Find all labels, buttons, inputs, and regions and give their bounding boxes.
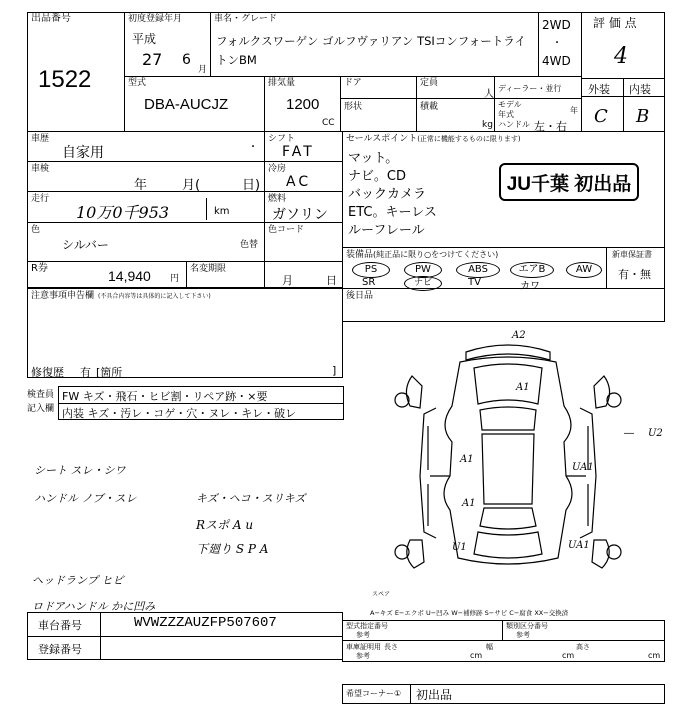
mark-ua1-right: UA1 — [572, 462, 594, 473]
registration-label: 登録番号 — [38, 643, 82, 656]
repair-label: 修復歴 — [31, 366, 64, 379]
class-sub: 参考 — [516, 631, 530, 639]
chassis-label: 車台番号 — [38, 619, 82, 632]
mark-a2: A2 — [512, 330, 526, 341]
height-unit: cm — [648, 651, 661, 660]
history-value: 自家用 — [62, 145, 104, 161]
repair-value: 有 — [80, 366, 91, 379]
capacity-unit: 人 — [484, 89, 494, 100]
spare-label: スペア — [372, 591, 391, 598]
reg-era: 平成 — [132, 32, 157, 46]
class-label: 類別区分番号 — [506, 622, 548, 630]
inspection-label: 車検 — [31, 164, 50, 174]
drive-dot: ・ — [552, 38, 562, 49]
color-label: 色 — [31, 225, 41, 235]
mark-ua1-rear: UA1 — [568, 540, 590, 551]
color-value: シルバー — [62, 238, 109, 252]
equip-leather: カワ — [520, 281, 540, 292]
height-label: 高さ — [576, 643, 590, 651]
u2-leader: ― — [624, 428, 634, 439]
reg-label: 初度登録年月 — [128, 14, 183, 24]
note-seat: シート スレ・シワ — [34, 464, 126, 477]
name-change-month: 月 — [282, 274, 293, 287]
recycle-label: R券 — [31, 263, 48, 274]
ac-value: AC — [286, 174, 312, 190]
recycle-value: 14,940 — [108, 268, 151, 284]
color-code-label: 色コード — [268, 225, 305, 235]
cert-label: 車庫証明用 — [346, 643, 381, 651]
reg-month-unit: 月 — [198, 65, 208, 75]
lot-label: 出品番号 — [31, 13, 71, 24]
chassis-value: WVWZZZAUZFP507607 — [134, 615, 277, 631]
repair-bracket: [箇所 — [96, 366, 123, 379]
rear-box — [342, 288, 665, 322]
recycle-unit: 円 — [170, 274, 180, 284]
equip-navi: ナビ — [404, 276, 442, 291]
ac-label: 冷房 — [268, 164, 287, 174]
cert-sub: 参考 — [356, 652, 370, 660]
note-rspo: Rスポ A u — [196, 518, 254, 532]
attention-label: 注意事項申告欄 (不具合内容等は具体的に記入して下さい) — [31, 291, 211, 301]
sales-point: バックカメラ — [348, 187, 427, 202]
model-label: 型式 — [128, 78, 147, 88]
width-label: 幅 — [486, 643, 493, 651]
color-change: 色替 — [240, 240, 259, 250]
warranty-value: 有・無 — [618, 268, 651, 281]
shape-label: 形状 — [344, 102, 363, 112]
inspector-row-2: 内装 キズ・汚レ・コゲ・穴・ヌレ・キレ・破レ — [62, 407, 297, 420]
car-name-line1: フォルクスワーゲン ゴルフヴァリアン TSIコンフォートライ — [216, 34, 526, 48]
ju-stamp — [499, 163, 639, 201]
note-damage: キズ・ヘコ・スリキズ — [196, 492, 306, 505]
spec-box — [342, 620, 665, 662]
mark-a1-left-front: A1 — [460, 454, 474, 465]
inspector-row-1: FW キズ・飛石・ヒビ割・リペア跡・×要 — [62, 390, 268, 403]
mark-a1-hood: A1 — [516, 382, 530, 393]
shift-value: FAT — [282, 144, 315, 160]
equip-airbag: エアB — [510, 262, 554, 278]
displacement-label: 排気量 — [268, 78, 296, 88]
equip-tv: TV — [468, 277, 481, 288]
sales-points — [348, 150, 437, 240]
type-label: 型式指定番号 — [346, 622, 388, 630]
model-year-label: モデル 年式 — [498, 100, 522, 119]
mark-u2: U2 — [648, 428, 663, 439]
equip-abs: ABS — [456, 262, 500, 278]
equip-aw: AW — [566, 262, 602, 278]
equip-sr: SR — [362, 277, 376, 288]
door-label: ドア — [344, 78, 362, 88]
inspection-day: 日) — [242, 178, 261, 193]
equip-pw: PW — [404, 262, 442, 278]
reg-year: 27 — [142, 50, 163, 69]
exterior-grade: C — [594, 106, 608, 127]
mileage-unit: km — [214, 206, 230, 217]
shift-label: シフト — [268, 134, 296, 144]
handle-label: ハンドル — [498, 120, 530, 129]
reg-month: 6 — [182, 52, 191, 68]
length-unit: cm — [470, 651, 483, 660]
mark-u1: U1 — [452, 542, 467, 553]
corner-label: 希望コーナー① — [346, 689, 402, 698]
note-door-handle: ロドアハンドル かに凹み — [32, 600, 156, 613]
note-under: 下廻り S P A — [196, 542, 269, 556]
exterior-label: 外装 — [588, 83, 610, 96]
fuel-label: 燃料 — [268, 194, 287, 204]
grade-value: 4 — [614, 44, 628, 69]
damage-legend: A−キズ E−エクボ U−凹み W−補修跡 S−サビ C−腐食 XX−交換済 — [370, 609, 569, 617]
equipment-label: 装備品(純正品に限り○をつけてください) — [346, 250, 499, 260]
warranty-label: 新車保証書 — [612, 250, 652, 259]
sales-label: セールスポイント(正常に機能するものに限ります) — [346, 134, 521, 144]
sales-point: ナビ。CD — [348, 169, 406, 184]
note-headlamp: ヘッドランプ ヒビ — [32, 574, 124, 587]
drive-2wd: 2WD — [542, 18, 571, 32]
type-sub: 参考 — [356, 631, 370, 639]
name-change-label: 名変期限 — [190, 264, 227, 274]
corner-value: 初出品 — [416, 688, 453, 702]
dealer-label: ディーラー・並行 — [498, 84, 562, 93]
equip-ps: PS — [352, 262, 390, 278]
mileage-label: 走行 — [31, 194, 50, 204]
sales-point: ルーフレール — [348, 223, 425, 238]
width-unit: cm — [562, 651, 575, 660]
inspection-month: 月( — [182, 178, 201, 193]
interior-grade: B — [636, 106, 650, 127]
mark-a1-left-rear: A1 — [462, 498, 476, 509]
car-name-line2: トンBM — [216, 53, 257, 67]
length-label: 長さ — [384, 643, 398, 651]
rear-label: 後日品 — [346, 291, 374, 301]
note-handle: ハンドル ノブ・スレ — [34, 492, 137, 505]
ju-stamp-text: JU千葉 初出品 — [506, 173, 632, 195]
interior-label: 内装 — [629, 83, 651, 96]
sales-point: ETC。キーレス — [348, 205, 437, 220]
sales-point: マット。 — [348, 151, 399, 166]
drive-4wd: 4WD — [542, 54, 571, 68]
capacity-label: 定員 — [420, 78, 439, 88]
load-unit: kg — [482, 120, 493, 130]
handle-value: 左・右 — [534, 120, 567, 133]
year-unit: 年 — [570, 106, 578, 115]
displacement-unit: CC — [322, 118, 335, 128]
grade-label: 評 価 点 — [593, 16, 637, 30]
load-label: 積載 — [420, 102, 439, 112]
lot-number: 1522 — [38, 66, 92, 93]
mileage-value: 10万0千953 — [76, 203, 170, 222]
name-change-day: 日 — [326, 274, 337, 287]
car-damage-diagram — [388, 326, 628, 588]
history-dot: ・ — [248, 142, 258, 153]
repair-close: ] — [332, 364, 337, 377]
displacement-value: 1200 — [286, 96, 320, 113]
fuel-value: ガソリン — [272, 207, 328, 223]
inspector-label-2: 記入欄 — [27, 404, 55, 414]
inspector-label-1: 検査員 — [27, 390, 55, 400]
model-value: DBA-AUCJZ — [144, 96, 229, 113]
inspection-year: 年 — [134, 178, 148, 193]
history-label: 車歴 — [31, 134, 50, 144]
car-name-label: 車名・グレード — [214, 14, 278, 24]
